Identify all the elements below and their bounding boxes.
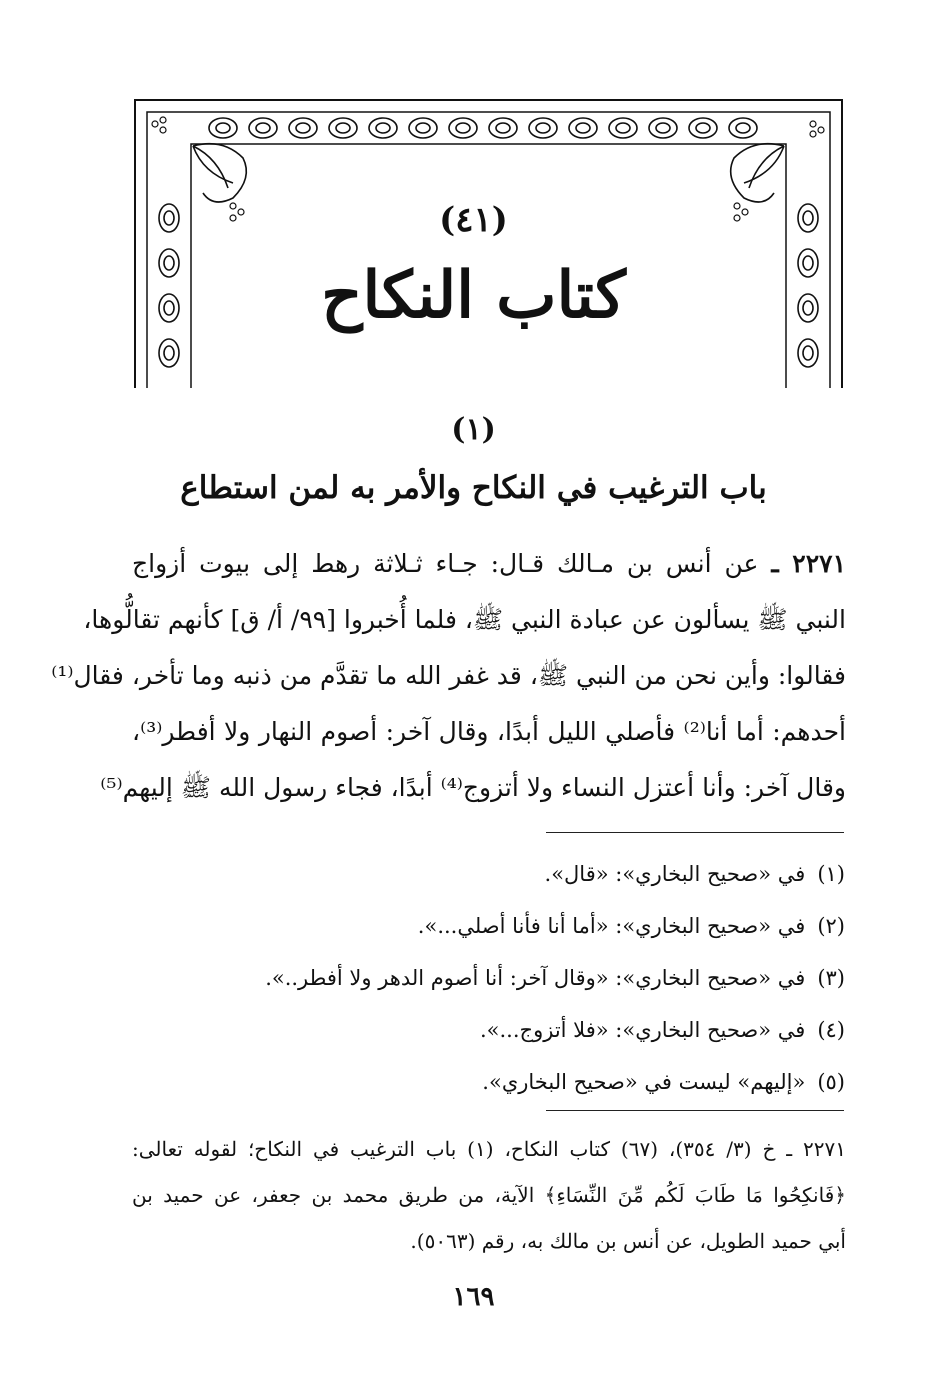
source-line: أبي حميد الطويل، عن أنس بن مالك به، رقم (٥٠٦٣). — [410, 1229, 846, 1253]
sources-separator — [546, 1110, 844, 1111]
footnote — [150, 952, 845, 1004]
ornament-border-graphic — [133, 98, 844, 388]
book-title: كتاب النكاح — [321, 258, 626, 333]
hadith-line: فقالوا: وأين نحن من النبي ﷺ، قد غفر الله ما تقدَّم من ذنبه وما تأخر، فقال⁽¹⁾ — [51, 661, 846, 690]
footnote-mark: (١) — [817, 862, 845, 886]
hadith-line: أحدهم: أما أنا⁽²⁾ فأصلي الليل أبدًا، وقال آخر: أصوم النهار ولا أفطر⁽³⁾، — [132, 717, 847, 746]
footnote — [150, 1004, 845, 1056]
section-title: باب الترغيب في النكاح والأمر به لمن استطاع — [180, 470, 767, 506]
footnote-text: في «صحيح البخاري»: «قال». — [544, 862, 806, 886]
source-references — [132, 1126, 846, 1264]
footnote-separator — [546, 832, 844, 833]
hadith-line-text: عن أنس بن مـالك قـال: جـاء ثـلاثة رهط إلى بيوت أزواج — [132, 549, 759, 578]
footnote-text: في «صحيح البخاري»: «وقال آخر: أنا أصوم الدهر ولا أفطر..». — [265, 966, 806, 990]
chapter-number: (٤١) — [439, 200, 508, 240]
source-line: ٢٢٧١ ـ خ (٣/ ٣٥٤)، (٦٧) كتاب النكاح، (١) باب الترغيب في النكاح؛ لقوله تعالى: — [132, 1137, 846, 1161]
footnote-text: في «صحيح البخاري»: «أما أنا فأنا أصلي...». — [417, 914, 806, 938]
hadith-number: ٢٢٧١ ـ — [771, 549, 847, 578]
footnote-text: في «صحيح البخاري»: «فلا أتزوج...». — [479, 1018, 806, 1042]
footnote — [150, 848, 845, 900]
hadith-line: النبي ﷺ يسألون عن عبادة النبي ﷺ، فلما أُخبروا [٩٩/ أ/ ق] كأنهم تقالُّوها، — [83, 605, 846, 634]
source-line: ﴿فَانكِحُوا مَا طَابَ لَكُم مِّنَ النِّسَاءِ﴾ الآية، من طريق محمد بن جعفر، عن حميد بن — [132, 1183, 846, 1207]
footnote — [150, 1056, 845, 1108]
footnote-mark: (٥) — [817, 1070, 845, 1094]
page-number: ١٦٩ — [452, 1282, 495, 1312]
footnote-mark: (٤) — [817, 1018, 845, 1042]
footnote-text: «إليهم» ليست في «صحيح البخاري». — [482, 1070, 806, 1094]
ornamental-header-frame — [133, 98, 844, 388]
hadith-text — [51, 536, 847, 816]
hadith-line: وقال آخر: وأنا أعتزل النساء ولا أتزوج⁽⁴⁾ أبدًا، فجاء رسول الله ﷺ إليهم⁽⁵⁾ — [100, 773, 846, 802]
footnote-mark: (٣) — [817, 966, 845, 990]
footnotes — [150, 848, 845, 1108]
section-number: (١) — [451, 412, 496, 447]
footnote-mark: (٢) — [817, 914, 845, 938]
footnote — [150, 900, 845, 952]
hadith-line — [132, 536, 846, 592]
